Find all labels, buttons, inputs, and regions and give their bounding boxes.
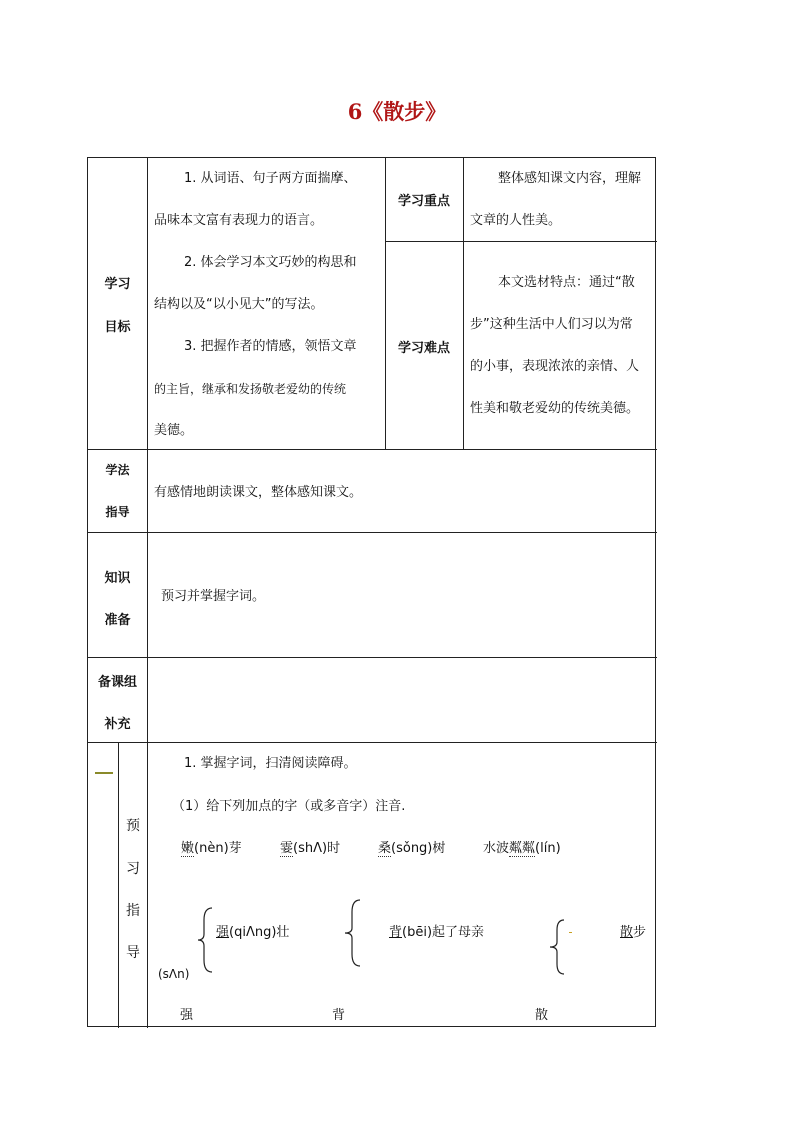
goals-label-line1: 学习: [104, 277, 131, 292]
preview-label-char: 预: [126, 818, 140, 834]
preview-item-1: 1. 掌握字词，扫清阅读障碍。: [184, 756, 357, 771]
divider: [118, 742, 119, 1028]
method-text: 有感情地朗读课文，整体感知课文。: [154, 485, 363, 500]
pinyin: (lín): [535, 841, 561, 856]
polyphone-3: [620, 923, 646, 943]
page-title: 6《散步》: [347, 99, 447, 124]
divider: [463, 158, 464, 449]
word-item: [378, 839, 445, 859]
goals-label-line2: 目标: [104, 320, 131, 335]
dotted-char: 粼粼: [509, 841, 536, 856]
divider: [88, 657, 657, 658]
difficulty-line4: 性美和敬老爱幼的传统美德。: [470, 401, 640, 416]
brace-icon: [342, 898, 364, 968]
key-point-line1: 整体感知课文内容，理解: [498, 171, 642, 186]
word-item: [280, 839, 340, 859]
pinyin: (qiΛng)壮: [229, 925, 290, 940]
divider: [385, 241, 657, 242]
knowledge-label-line1: 知识: [104, 571, 131, 586]
difficulty-line3: 的小事，表现浓浓的亲情、人: [470, 359, 640, 374]
difficulty-line1: 本文选材特点：通过“散: [498, 275, 635, 290]
supplement-label-line2: 补充: [104, 717, 131, 732]
divider: [88, 449, 657, 450]
divider: [147, 158, 148, 532]
goal-3-line3: 美德。: [154, 423, 194, 438]
underlined-char: 散: [620, 925, 634, 940]
goal-3-line2: 的主旨，继承和发扬敬老爱幼的传统: [154, 382, 347, 396]
method-label-line2: 指导: [105, 505, 130, 519]
word-prefix: 水波: [483, 841, 510, 856]
preview-label-char: 习: [126, 861, 140, 877]
supplement-label-line1: 备课组: [97, 675, 137, 690]
pinyin: (bēi)起了母亲: [402, 925, 485, 940]
polyphone-3-bottom: 散: [535, 1008, 549, 1023]
preview-item-1-sub: （1）给下列加点的字（或多音字）注音.: [172, 799, 406, 814]
polyphone-1-bottom: 强: [180, 1008, 194, 1023]
knowledge-text: 预习并掌握字词。: [161, 589, 266, 604]
pinyin: (sǒng)树: [391, 841, 446, 856]
difficulty-label: 学习难点: [397, 341, 450, 356]
pinyin: (shΛ)时: [293, 841, 341, 856]
lesson-plan-table: [87, 157, 656, 1027]
divider: [88, 532, 657, 533]
marker: [569, 932, 572, 933]
word-item: [483, 839, 561, 859]
divider: [147, 532, 148, 657]
divider: [147, 657, 148, 742]
polyphone-3-pinyin: (sΛn): [158, 967, 190, 981]
polyphone-2-bottom: 背: [332, 1008, 346, 1023]
key-point-line2: 文章的人性美。: [470, 213, 562, 228]
underlined-char: 强: [216, 925, 230, 940]
knowledge-label-line2: 准备: [104, 613, 131, 628]
brace-icon: [196, 906, 216, 974]
difficulty-line2: 步”这种生活中人们习以为常: [470, 317, 633, 332]
word-item: [181, 839, 242, 859]
dotted-char: 霎: [280, 841, 294, 856]
goal-3-line1: 3. 把握作者的情感，领悟文章: [184, 339, 357, 354]
polyphone-2: [389, 923, 484, 943]
divider: [88, 742, 657, 743]
section-mark: [95, 772, 113, 774]
goal-2-line2: 结构以及“以小见大”的写法。: [154, 297, 324, 312]
key-point-label: 学习重点: [397, 194, 450, 209]
brace-icon: [546, 918, 568, 976]
dotted-char: 桑: [378, 841, 392, 856]
goal-1-line2: 品味本文富有表现力的语言。: [154, 213, 324, 228]
dotted-char: 嫩: [181, 841, 195, 856]
polyphone-1: [216, 923, 289, 943]
word-rest: 步: [633, 925, 647, 940]
goal-2-line1: 2. 体会学习本文巧妙的构思和: [184, 255, 357, 270]
preview-label-char: 导: [126, 945, 140, 961]
goal-1-line1: 1. 从词语、句子两方面揣摩、: [184, 171, 357, 186]
method-label-line1: 学法: [105, 463, 130, 477]
preview-label-char: 指: [126, 903, 140, 919]
pinyin: (nèn)芽: [194, 841, 242, 856]
underlined-char: 背: [389, 925, 403, 940]
divider: [147, 742, 148, 1028]
